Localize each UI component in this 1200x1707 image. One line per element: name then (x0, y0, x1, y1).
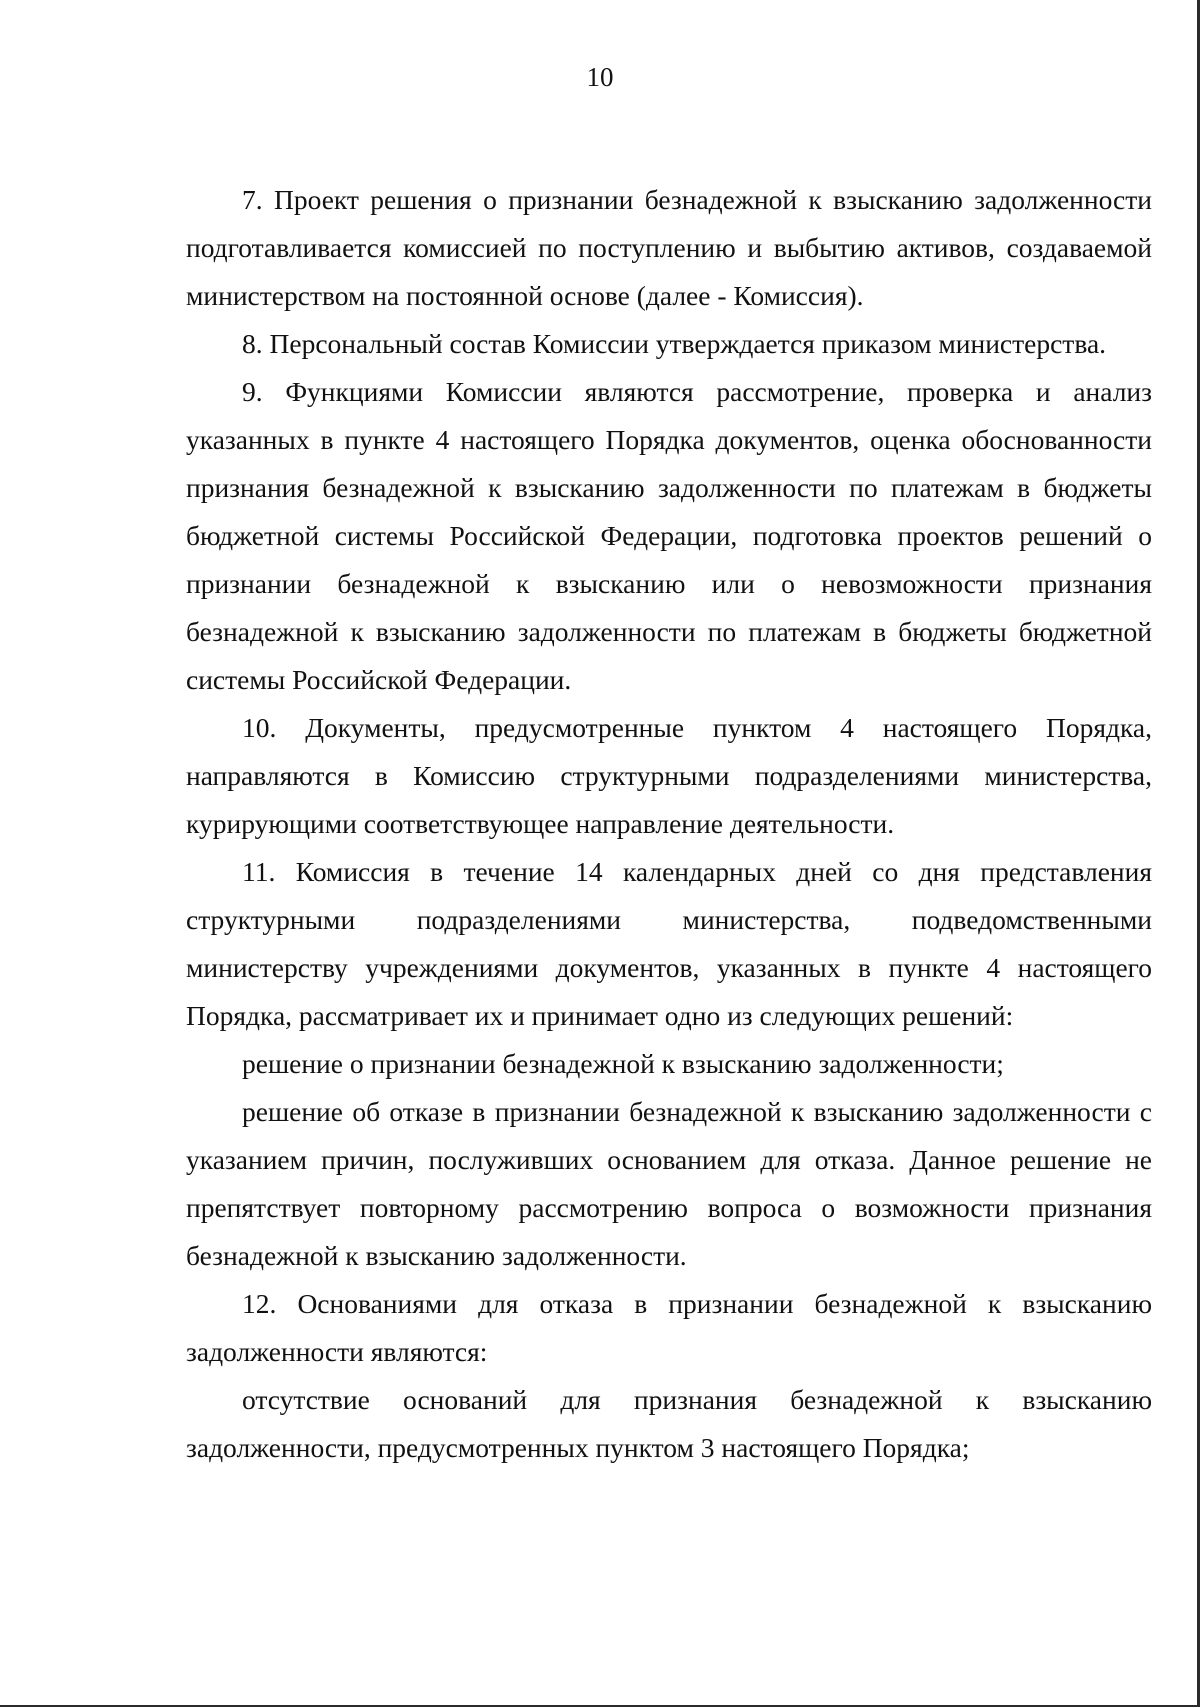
paragraph-9: 9. Функциями Комиссии являются рассмотрение, проверка и анализ указанных в пункте 4 настоящего Порядка документов, оценка обоснованности признания безнадежной к взысканию задолженности по платежам в бюджеты бюджетной системы Российской Федерации, подготовка проектов решений о признании безнадежной к взысканию или о невозможности признания безнадежной к взысканию задолженности по платежам в бюджеты бюджетной системы Российской Федерации. (186, 376, 1152, 695)
paragraph-11-option-1: решение о признании безнадежной к взысканию задолженности; (242, 1048, 1004, 1079)
paragraph-8: 8. Персональный состав Комиссии утверждается приказом министерства. (242, 328, 1107, 359)
paragraph-10: 10. Документы, предусмотренные пунктом 4 настоящего Порядка, направляются в Комиссию структурными подразделениями министерства, курирующими соответствующее направление деятельности. (186, 712, 1152, 839)
paragraph-12-item-1: отсутствие оснований для признания безнадежной к взысканию задолженности, предусмотренных пунктом 3 настоящего Порядка; (186, 1384, 1152, 1463)
paragraph-12: 12. Основаниями для отказа в признании безнадежной к взысканию задолженности являются: (186, 1288, 1152, 1367)
paragraph-7: 7. Проект решения о признании безнадежной к взысканию задолженности подготавливается комиссией по поступлению и выбытию активов, создаваемой министерством на постоянной основе (далее - Комиссия). (186, 184, 1152, 311)
page-number: 10 (586, 62, 614, 92)
paragraph-11: 11. Комиссия в течение 14 календарных дней со дня представления структурными подразделениями министерства, подведомственными министерству учреждениями документов, указанных в пункте 4 настоящего Порядка, рассматривает их и принимает одно из следующих решений: (186, 856, 1152, 1031)
paragraph-11-option-2: решение об отказе в признании безнадежной к взысканию задолженности с указанием причин, послуживших основанием для отказа. Данное решение не препятствует повторному рассмотрению вопроса о возможности признания безнадежной к взысканию задолженности. (186, 1096, 1152, 1271)
document-body (186, 176, 1152, 1472)
